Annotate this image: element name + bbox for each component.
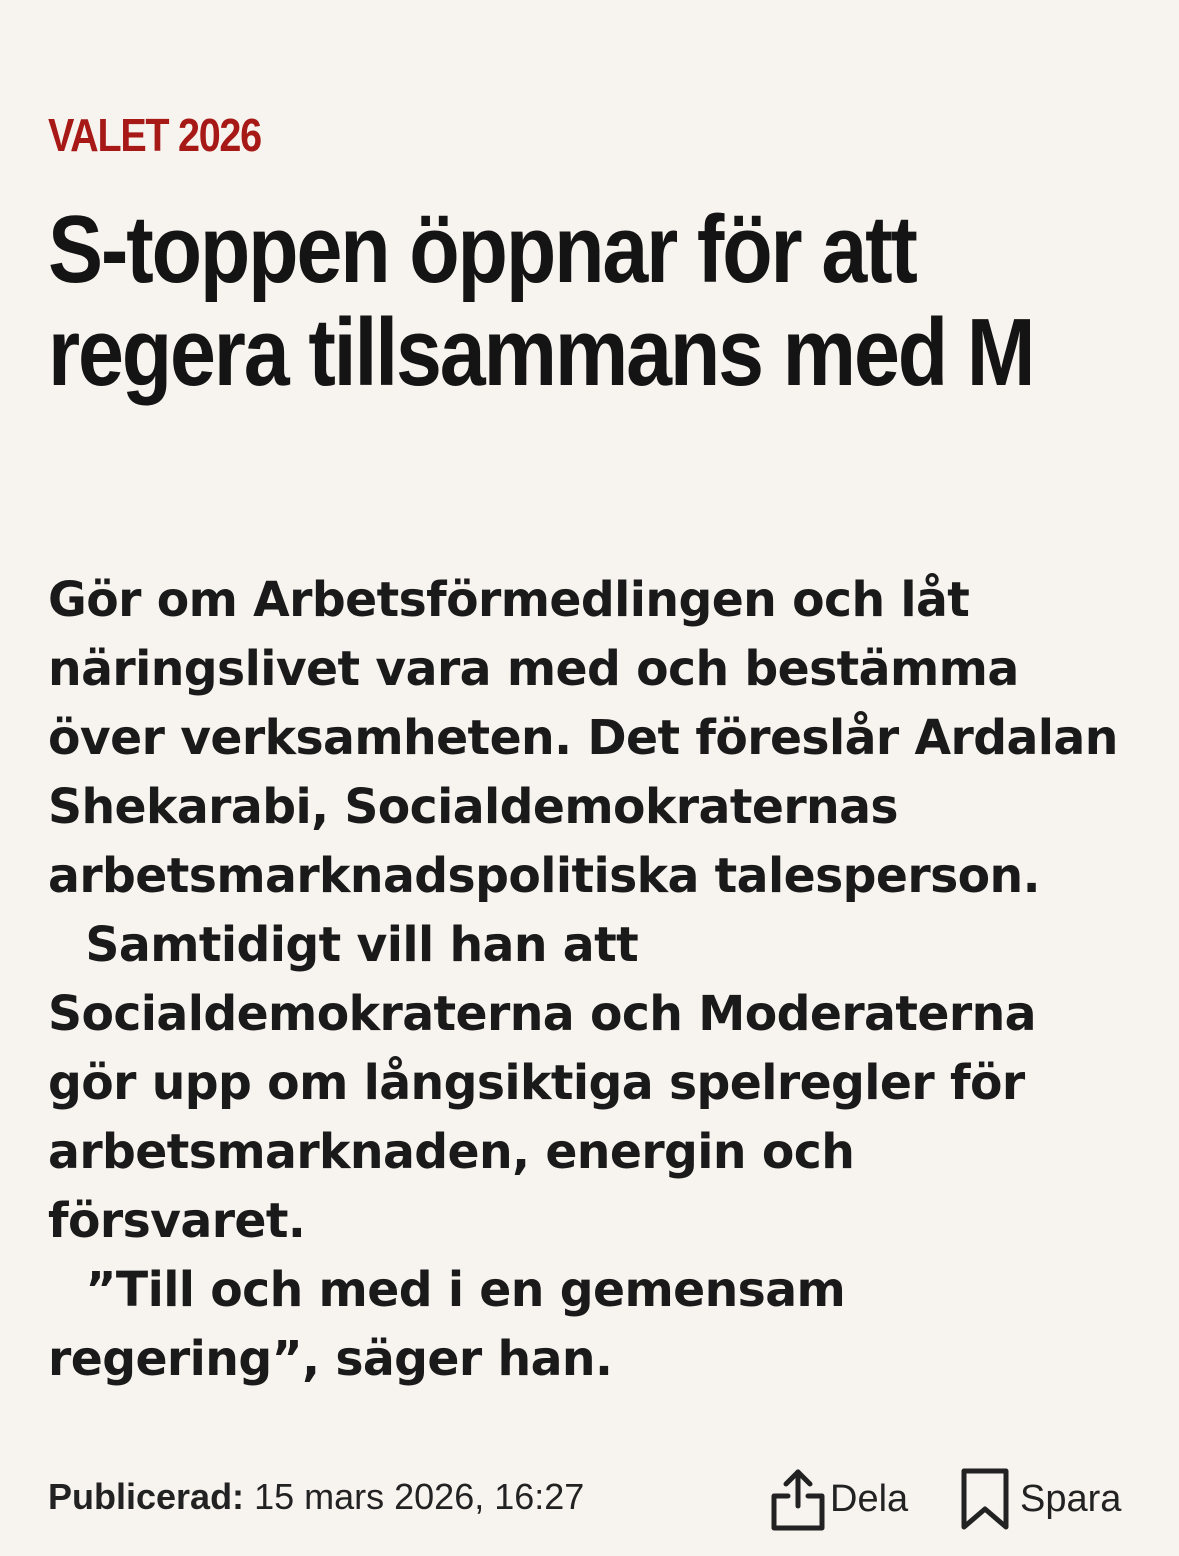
save-button[interactable] <box>960 1466 1121 1532</box>
published-label: Publicerad: <box>48 1476 245 1517</box>
save-label: Spara <box>1020 1477 1122 1520</box>
share-button[interactable] <box>770 1466 908 1532</box>
bookmark-icon <box>960 1467 1010 1531</box>
lead-paragraph: Gör om Arbetsförmedlingen och låt näringslivet vara med och bestämma över verksamheten. Det föreslår Ardalan Shekarabi, Socialdemokraternas arbetsmarknadspolitiska talesperson. <box>48 572 1118 904</box>
share-label: Dela <box>830 1477 909 1520</box>
share-icon <box>770 1466 826 1532</box>
article-headline: S-toppen öppnar för att regera tillsammans med M <box>48 196 1034 406</box>
lead-paragraph: Samtidigt vill han att Socialdemokraterna och Moderaterna gör upp om långsiktiga spelregler för arbetsmarknaden, energin och försvaret. <box>48 917 1036 1249</box>
published-date: 15 mars 2026, 16:27 <box>254 1476 585 1517</box>
section-kicker[interactable]: VALET 2026 <box>48 109 261 161</box>
article-footer <box>48 1466 1139 1536</box>
article-lead <box>48 566 1127 1394</box>
published-info <box>48 1476 584 1518</box>
lead-paragraph: ”Till och med i en gemensam regering”, säger han. <box>48 1262 846 1387</box>
